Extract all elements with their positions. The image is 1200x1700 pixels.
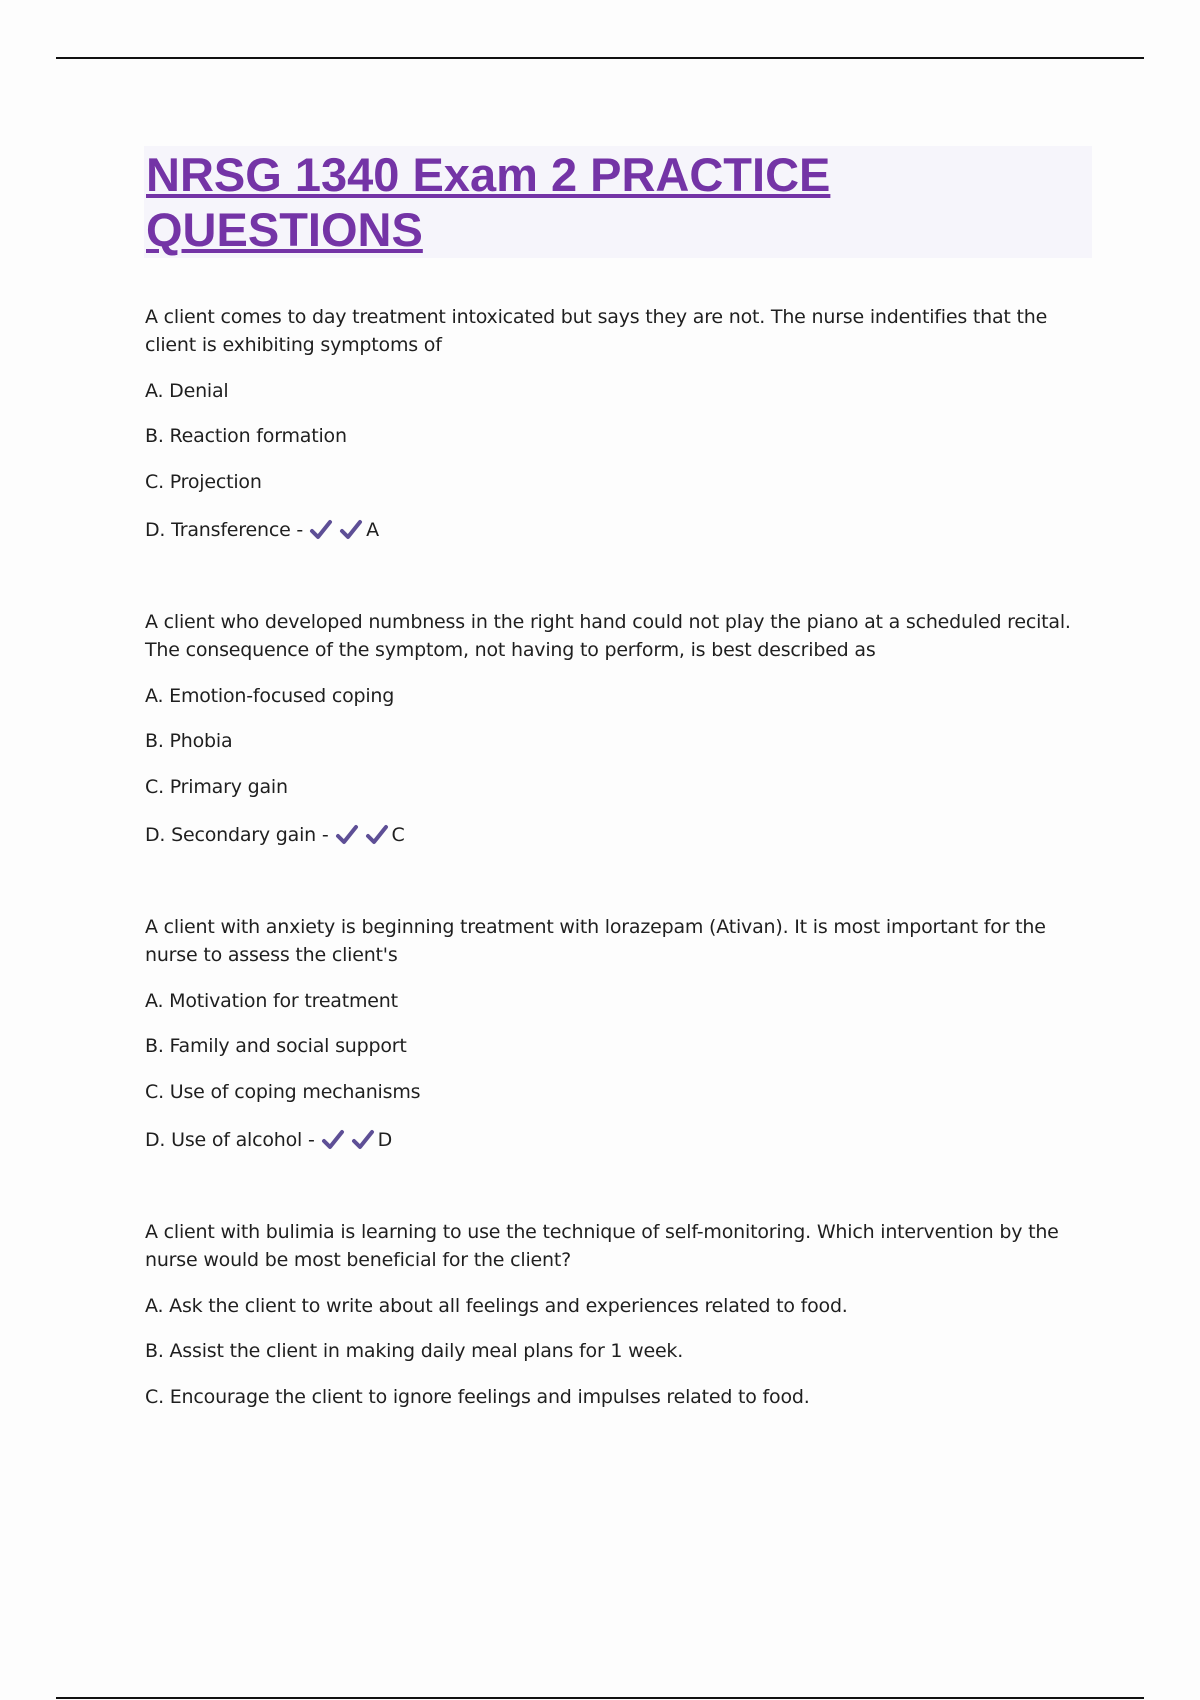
option-c [145,1385,810,1409]
option-b [145,1034,407,1058]
option-d-with-answer [145,823,405,847]
option-a [145,989,398,1013]
question-text: A client with bulimia is learning to use the technique of self-monitoring. Which intervention by the nurse would be most beneficial for the client? [145,1221,1059,1271]
option-label: D. Use of alcohol - [145,1129,315,1151]
option-b [145,729,232,753]
checkmark-icon [309,518,333,542]
option-b [145,1339,683,1363]
option-c [145,775,288,799]
option-d-with-answer [145,1128,392,1152]
top-rule [56,57,1144,59]
option-a [145,684,394,708]
option-a [145,379,229,403]
option-label: C. Primary gain [145,776,288,798]
question-text: A client who developed numbness in the right hand could not play the piano at a scheduled recital. The consequence of the symptom, not having to perform, is best described as [145,611,1071,661]
answer-letter: C [391,824,405,846]
option-label: A. Ask the client to write about all feelings and experiences related to food. [145,1295,848,1317]
option-d-with-answer [145,518,379,542]
option-label: A. Motivation for treatment [145,990,398,1012]
checkmark-icon [321,1128,345,1152]
checkmark-icon [335,823,359,847]
option-c [145,1080,420,1104]
option-b [145,424,347,448]
option-label: A. Denial [145,380,229,402]
option-label: C. Use of coping mechanisms [145,1081,421,1103]
option-label: B. Family and social support [145,1035,407,1057]
option-c [145,470,262,494]
bottom-rule [56,1697,1144,1699]
checkmark-icon [339,518,363,542]
option-label: B. Assist the client in making daily meal plans for 1 week. [145,1340,684,1362]
option-label: A. Emotion-focused coping [145,685,395,707]
option-label: D. Transference - [145,519,304,541]
page-title-line-2: QUESTIONS [146,203,423,256]
option-label: B. Reaction formation [145,425,347,447]
option-a [145,1294,848,1318]
option-label: D. Secondary gain - [145,824,329,846]
answer-letter: D [377,1129,393,1151]
option-label: C. Encourage the client to ignore feelings and impulses related to food. [145,1386,810,1408]
option-label: C. Projection [145,471,262,493]
answer-letter: A [366,519,379,541]
checkmark-icon [351,1128,375,1152]
option-label: B. Phobia [145,730,233,752]
question-text: A client comes to day treatment intoxicated but says they are not. The nurse indentifies that the client is exhibiting symptoms of [145,306,1048,356]
title-block [144,146,1092,258]
question-text: A client with anxiety is beginning treatment with lorazepam (Ativan). It is most important for the nurse to assess the client's [145,916,1046,966]
page-title-line-1: NRSG 1340 Exam 2 PRACTICE [146,148,831,201]
checkmark-icon [365,823,389,847]
